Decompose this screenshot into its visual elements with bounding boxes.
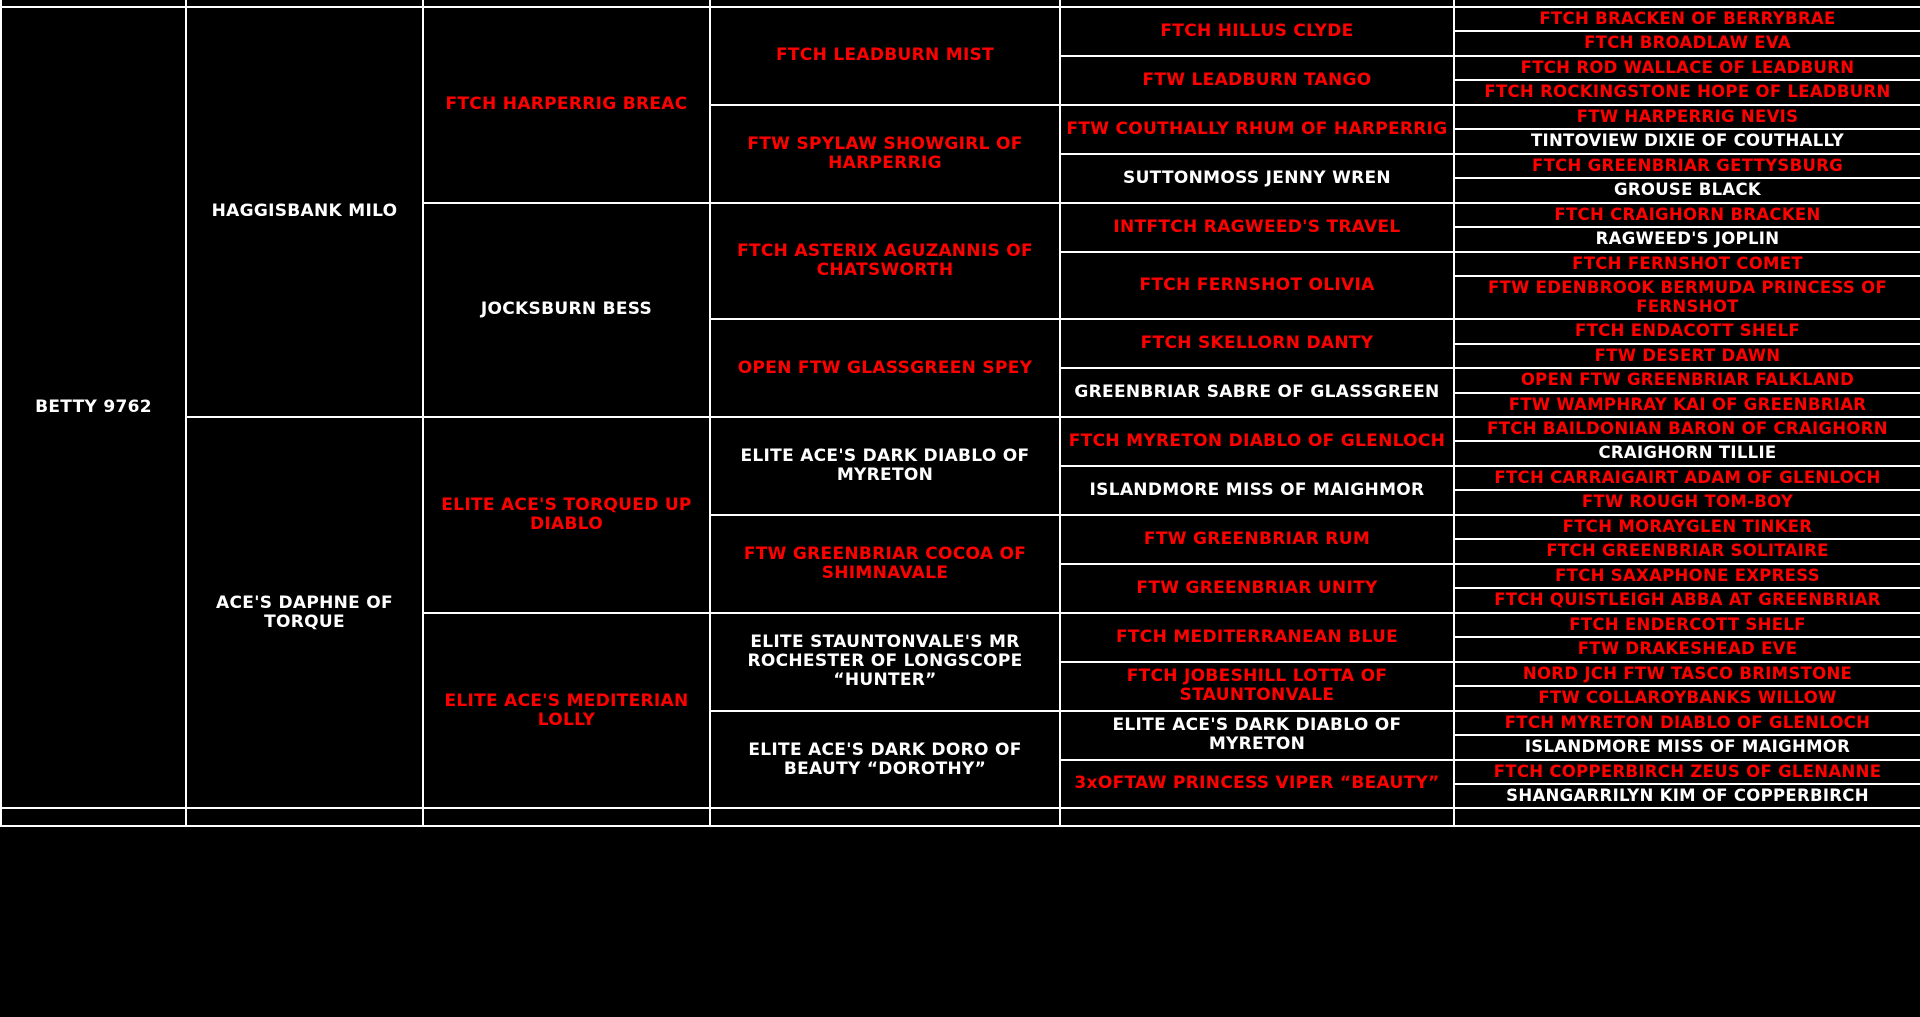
cell-edge-3: [710, 0, 1060, 7]
cell-bottom-4: [1060, 808, 1454, 826]
gen3-cell-6: ELITE STAUNTONVALE'S MR ROCHESTER OF LONGSCOPE “HUNTER”: [710, 613, 1060, 711]
gen5-cell-12: FTCH ENDACOTT SHELF: [1454, 319, 1920, 343]
gen5-cell-22: FTCH SAXAPHONE EXPRESS: [1454, 564, 1920, 588]
gen5-cell-27: FTW COLLAROYBANKS WILLOW: [1454, 686, 1920, 710]
gen5-cell-9: RAGWEED'S JOPLIN: [1454, 227, 1920, 251]
gen5-cell-18: FTCH CARRAIGAIRT ADAM OF GLENLOCH: [1454, 466, 1920, 490]
gen2-cell-3: ELITE ACE'S MEDITERIAN LOLLY: [423, 613, 710, 809]
gen2-cell-1: JOCKSBURN BESS: [423, 203, 710, 417]
gen5-cell-2: FTCH ROD WALLACE OF LEADBURN: [1454, 56, 1920, 80]
gen5-cell-25: FTW DRAKESHEAD EVE: [1454, 637, 1920, 661]
gen3-cell-1: FTW SPYLAW SHOWGIRL OF HARPERRIG: [710, 105, 1060, 203]
gen3-cell-0: FTCH LEADBURN MIST: [710, 7, 1060, 105]
gen5-cell-19: FTW ROUGH TOM-BOY: [1454, 490, 1920, 514]
gen5-cell-30: FTCH COPPERBIRCH ZEUS OF GLENANNE: [1454, 760, 1920, 784]
gen5-cell-3: FTCH ROCKINGSTONE HOPE OF LEADBURN: [1454, 80, 1920, 104]
gen5-cell-23: FTCH QUISTLEIGH ABBA AT GREENBRIAR: [1454, 588, 1920, 612]
gen4-cell-14: ELITE ACE'S DARK DIABLO OF MYRETON: [1060, 711, 1454, 760]
cell-bottom-2: [423, 808, 710, 826]
cell-edge-1: [186, 0, 423, 7]
gen3-cell-5: FTW GREENBRIAR COCOA OF SHIMNAVALE: [710, 515, 1060, 613]
cell-edge-5: [1454, 0, 1920, 7]
gen5-cell-20: FTCH MORAYGLEN TINKER: [1454, 515, 1920, 539]
gen5-cell-6: FTCH GREENBRIAR GETTYSBURG: [1454, 154, 1920, 178]
gen5-cell-14: OPEN FTW GREENBRIAR FALKLAND: [1454, 368, 1920, 392]
gen4-cell-10: FTW GREENBRIAR RUM: [1060, 515, 1454, 564]
cell-bottom-1: [186, 808, 423, 826]
gen4-cell-1: FTW LEADBURN TANGO: [1060, 56, 1454, 105]
table-row: [1, 417, 1920, 441]
gen5-cell-11: FTW EDENBROOK BERMUDA PRINCESS OF FERNSHOT: [1454, 276, 1920, 319]
cell-edge-0: [1, 0, 186, 7]
gen4-cell-5: FTCH FERNSHOT OLIVIA: [1060, 252, 1454, 319]
gen3-cell-2: FTCH ASTERIX AGUZANNIS OF CHATSWORTH: [710, 203, 1060, 319]
gen4-cell-8: FTCH MYRETON DIABLO OF GLENLOCH: [1060, 417, 1454, 466]
gen4-cell-13: FTCH JOBESHILL LOTTA OF STAUNTONVALE: [1060, 662, 1454, 711]
sire-cell: HAGGISBANK MILO: [186, 7, 423, 417]
gen4-cell-2: FTW COUTHALLY RHUM OF HARPERRIG: [1060, 105, 1454, 154]
gen5-cell-28: FTCH MYRETON DIABLO OF GLENLOCH: [1454, 711, 1920, 735]
cell-edge-2: [423, 0, 710, 7]
gen4-cell-9: ISLANDMORE MISS OF MAIGHMOR: [1060, 466, 1454, 515]
gen3-cell-3: OPEN FTW GLASSGREEN SPEY: [710, 319, 1060, 417]
gen3-cell-7: ELITE ACE'S DARK DORO OF BEAUTY “DOROTHY”: [710, 711, 1060, 809]
gen5-cell-31: SHANGARRILYN KIM OF COPPERBIRCH: [1454, 784, 1920, 808]
gen5-cell-8: FTCH CRAIGHORN BRACKEN: [1454, 203, 1920, 227]
gen5-cell-15: FTW WAMPHRAY KAI OF GREENBRIAR: [1454, 393, 1920, 417]
gen5-cell-16: FTCH BAILDONIAN BARON OF CRAIGHORN: [1454, 417, 1920, 441]
gen5-cell-13: FTW DESERT DAWN: [1454, 344, 1920, 368]
gen4-cell-12: FTCH MEDITERRANEAN BLUE: [1060, 613, 1454, 662]
gen4-cell-7: GREENBRIAR SABRE OF GLASSGREEN: [1060, 368, 1454, 417]
cell-bottom-0: [1, 808, 186, 826]
gen2-cell-2: ELITE ACE'S TORQUED UP DIABLO: [423, 417, 710, 613]
subject-cell: BETTY 9762: [1, 7, 186, 808]
gen4-cell-6: FTCH SKELLORN DANTY: [1060, 319, 1454, 368]
gen3-cell-4: ELITE ACE'S DARK DIABLO OF MYRETON: [710, 417, 1060, 515]
table-row-top-edge: [1, 0, 1920, 7]
gen4-cell-0: FTCH HILLUS CLYDE: [1060, 7, 1454, 56]
gen5-cell-5: TINTOVIEW DIXIE OF COUTHALLY: [1454, 129, 1920, 153]
gen5-cell-29: ISLANDMORE MISS OF MAIGHMOR: [1454, 735, 1920, 759]
gen5-cell-10: FTCH FERNSHOT COMET: [1454, 252, 1920, 276]
gen5-cell-7: GROUSE BLACK: [1454, 178, 1920, 202]
gen5-cell-21: FTCH GREENBRIAR SOLITAIRE: [1454, 539, 1920, 563]
gen4-cell-15: 3xOFTAW PRINCESS VIPER “BEAUTY”: [1060, 760, 1454, 809]
table-row-bottom-edge: [1, 808, 1920, 826]
cell-bottom-5: [1454, 808, 1920, 826]
gen5-cell-24: FTCH ENDERCOTT SHELF: [1454, 613, 1920, 637]
gen4-cell-11: FTW GREENBRIAR UNITY: [1060, 564, 1454, 613]
gen4-cell-4: INTFTCH RAGWEED'S TRAVEL: [1060, 203, 1454, 252]
dam-cell: ACE'S DAPHNE OF TORQUE: [186, 417, 423, 809]
gen5-cell-1: FTCH BROADLAW EVA: [1454, 31, 1920, 55]
gen5-cell-26: NORD JCH FTW TASCO BRIMSTONE: [1454, 662, 1920, 686]
gen2-cell-0: FTCH HARPERRIG BREAC: [423, 7, 710, 203]
cell-bottom-3: [710, 808, 1060, 826]
cell-edge-4: [1060, 0, 1454, 7]
gen5-cell-0: FTCH BRACKEN OF BERRYBRAE: [1454, 7, 1920, 31]
gen5-cell-4: FTW HARPERRIG NEVIS: [1454, 105, 1920, 129]
gen5-cell-17: CRAIGHORN TILLIE: [1454, 441, 1920, 465]
gen4-cell-3: SUTTONMOSS JENNY WREN: [1060, 154, 1454, 203]
table-row: [1, 7, 1920, 31]
